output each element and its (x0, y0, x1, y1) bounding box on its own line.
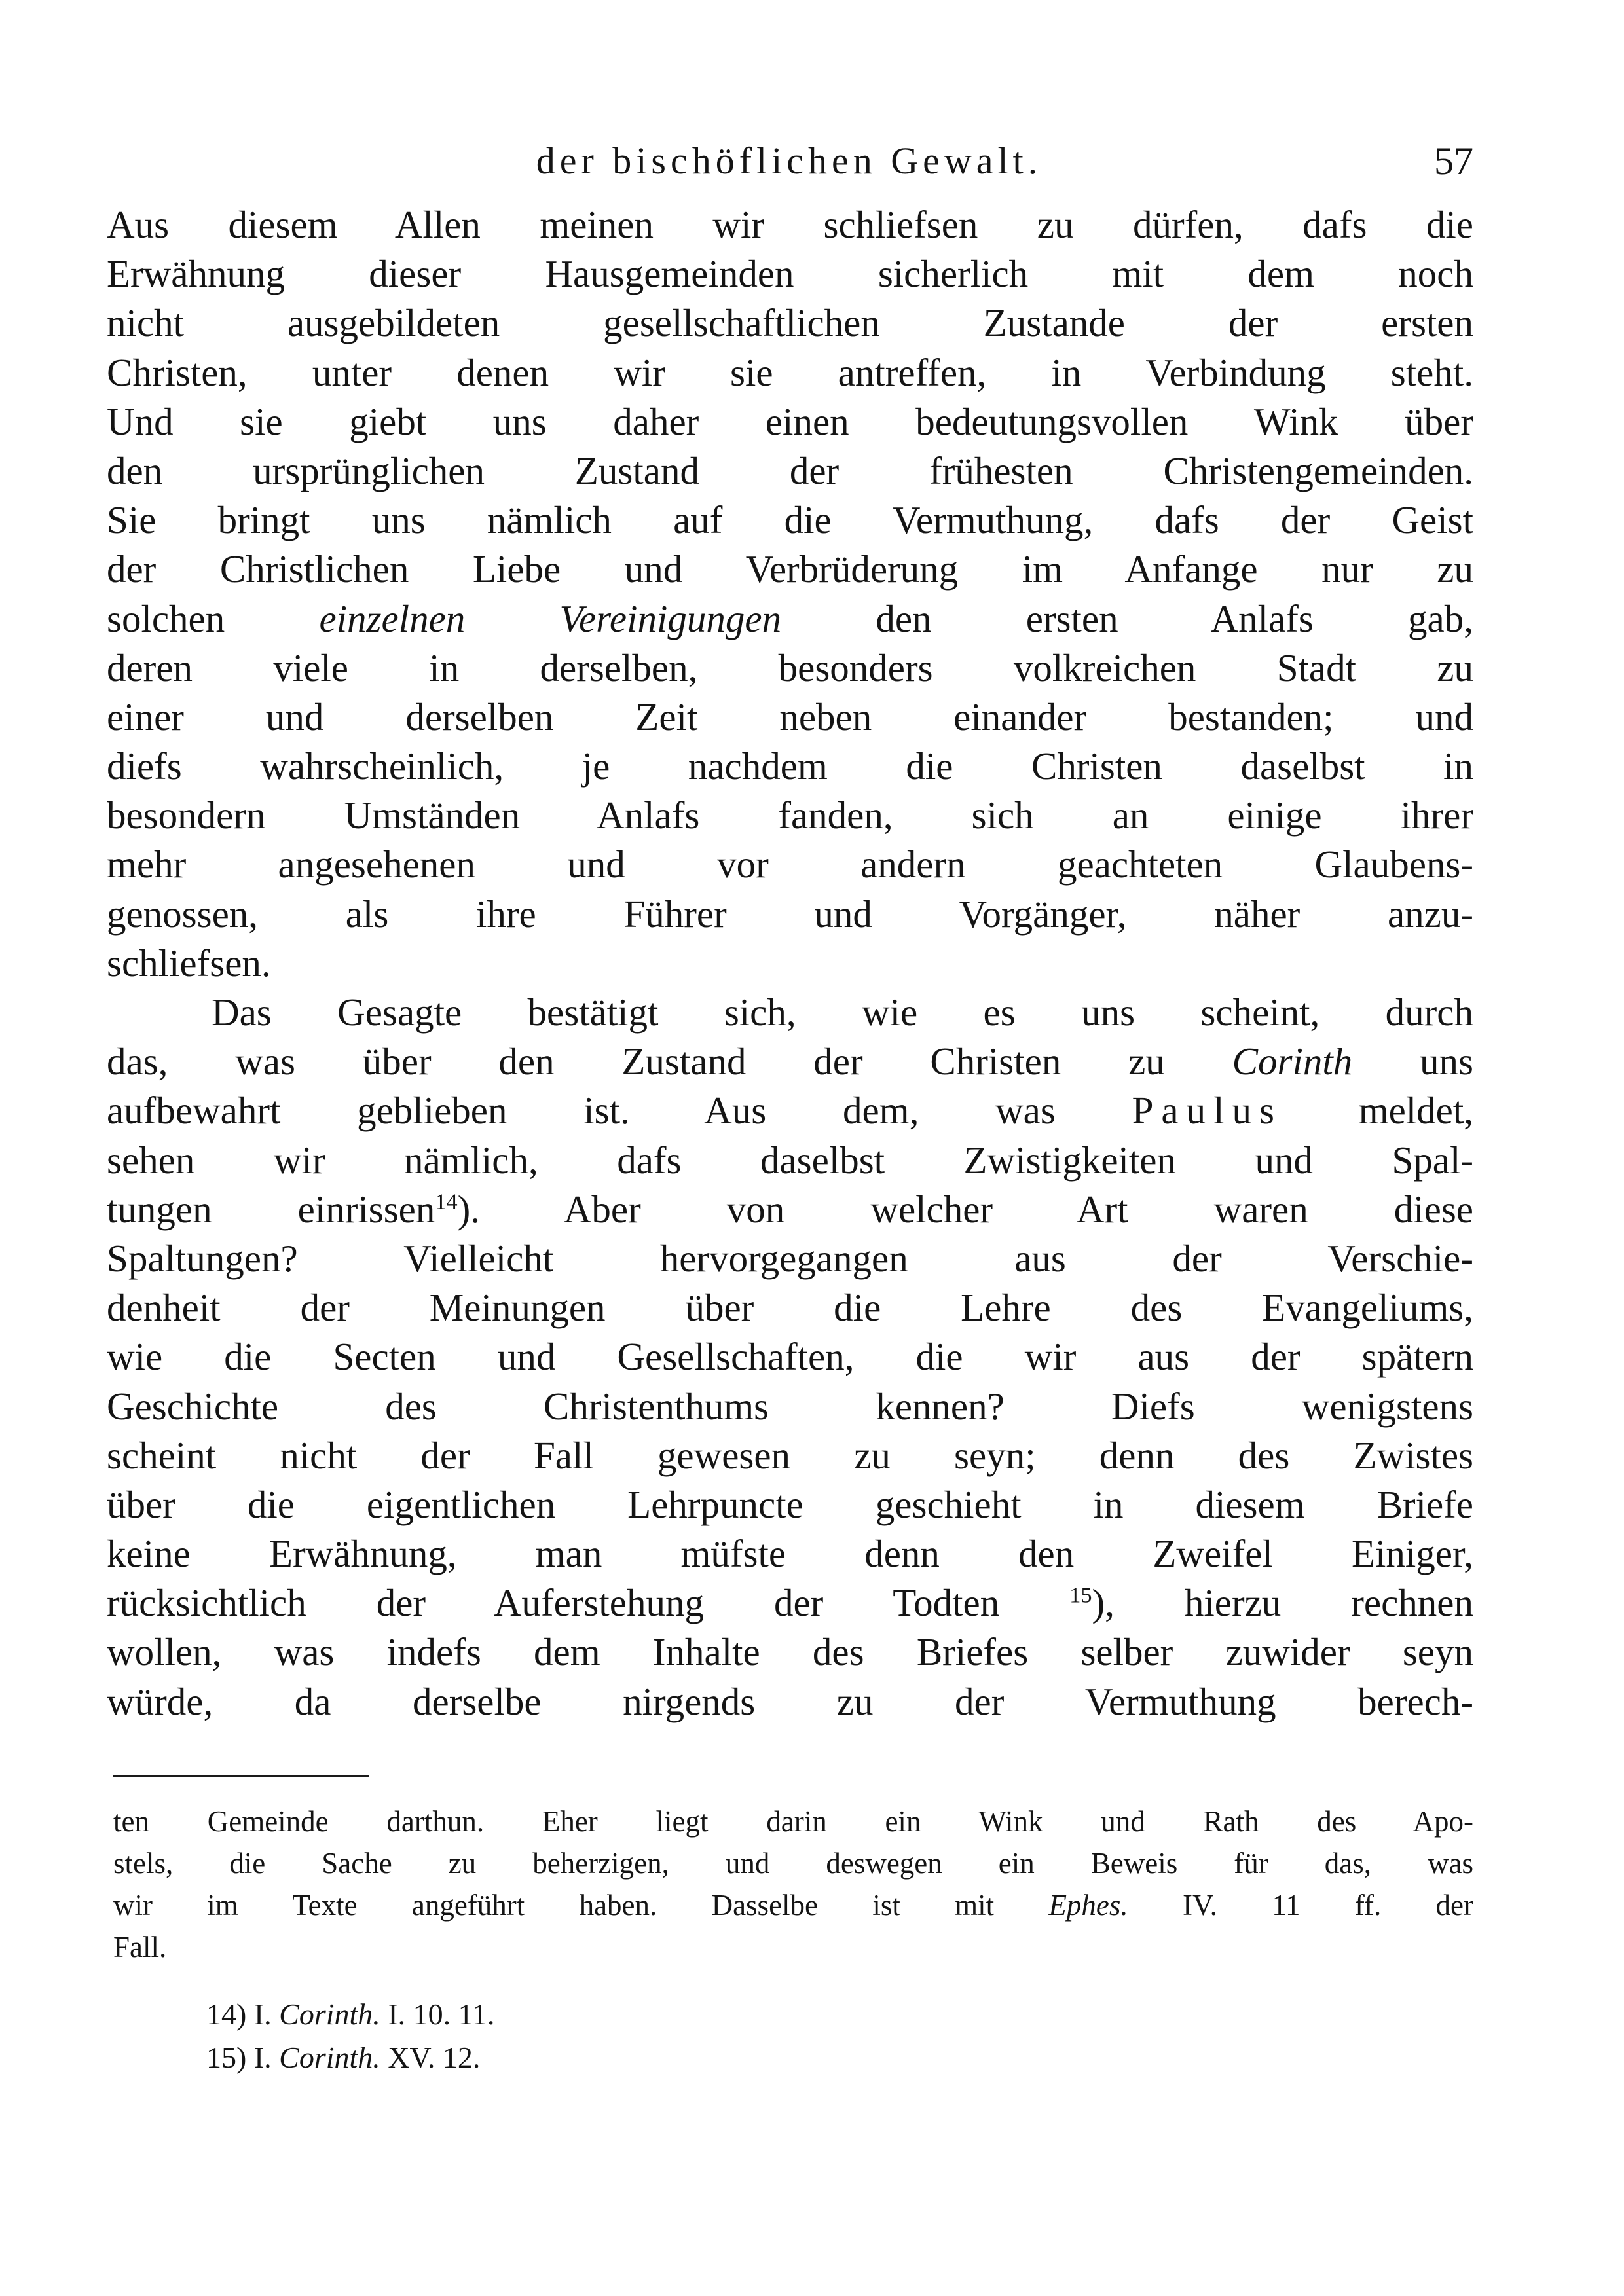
text-line: mehr angesehenen und vor andern geachteten Glaubens- (107, 843, 1473, 886)
footnotes (113, 1800, 1473, 2079)
running-head: der bischöflichen Gewalt. (536, 139, 1043, 182)
text-line: Geschichte des Christenthums kennen? Diefs wenigstens (107, 1384, 1473, 1428)
text-span: uns (1420, 1040, 1474, 1084)
text-line: wie die Secten und Gesellschaften, die wir aus der spätern (107, 1335, 1473, 1379)
footnote-ref: 14 (435, 1190, 458, 1214)
note-line: ten Gemeinde darthun. Eher liegt darin ein Wink und Rath des Apo- (113, 1805, 1473, 1838)
text-line: Spaltungen? Vielleicht hervorgegangen aus der Verschie- (107, 1236, 1473, 1280)
text-line (107, 1037, 1473, 1086)
text-span: I. 10. 11. (388, 1997, 495, 2031)
footnote-ref: 15 (1069, 1583, 1092, 1608)
footnote-14 (113, 1993, 1473, 2036)
text-line: über die eigentlichen Lehrpuncte geschieht in diesem Briefe (107, 1482, 1473, 1526)
text-line: denheit der Meinungen über die Lehre des Evangeliums, (107, 1286, 1473, 1330)
text-line: schliefsen. (107, 941, 271, 985)
main-text (107, 200, 1473, 1726)
text-line (107, 594, 1473, 644)
note-line: stels, die Sache zu beherzigen, und deswegen ein Beweis für das, was (113, 1847, 1473, 1880)
text-span: aufbewahrt geblieben ist. Aus dem, was (107, 1089, 1056, 1133)
page-header (105, 128, 1473, 194)
spacer (113, 1968, 1473, 1993)
text-line: Das Gesagte bestätigt sich, wie es uns scheint, durch (212, 991, 1473, 1034)
text-span: rücksichtlich der Auferstehung der Todten (107, 1581, 1000, 1625)
text-line: scheint nicht der Fall gewesen zu seyn; denn des Zwistes (107, 1433, 1473, 1477)
text-line: deren viele in derselben, besonders volkreichen Stadt zu (107, 646, 1473, 689)
text-line: diefs wahrscheinlich, je nachdem die Christen daselbst in (107, 744, 1473, 788)
page-number: 57 (1434, 139, 1473, 183)
footnote-number: 15) (206, 2041, 247, 2074)
italic-phrase: einzelnen Vereinigungen (319, 596, 782, 640)
text-line: Aus diesem Allen meinen wir schliefsen zu dürfen, dafs die (107, 203, 1473, 246)
text-line: würde, da derselbe nirgends zu der Vermuthung berech- (107, 1679, 1473, 1723)
footnote-number: 14) (206, 1997, 247, 2031)
text-span: ), hierzu rechnen (1092, 1581, 1473, 1625)
footnote-separator (113, 1775, 369, 1777)
spaced-name: Paulus (1132, 1089, 1282, 1133)
text-line (107, 1578, 1473, 1628)
note-line: Fall. (113, 1931, 167, 1963)
italic-reference: Corinth. (279, 1997, 380, 2031)
italic-place-name: Corinth (1232, 1040, 1353, 1084)
text-span: ). Aber von welcher Art waren diese (457, 1187, 1473, 1231)
text-line (107, 1086, 1473, 1135)
text-line: keine Erwähnung, man müfste denn den Zweifel Einiger, (107, 1532, 1473, 1576)
text-span: I. (253, 1997, 272, 2031)
text-line: Erwähnung dieser Hausgemeinden sicherlich mit dem noch (107, 252, 1473, 296)
note-line (113, 1884, 1473, 1926)
text-span: I. (253, 2041, 272, 2074)
text-span: meldet, (1358, 1089, 1474, 1133)
italic-reference: Ephes. (1048, 1889, 1128, 1922)
text-span: XV. 12. (388, 2041, 481, 2074)
text-span: IV. 11 ff. der (1182, 1889, 1473, 1922)
text-span: tungen einrissen (107, 1187, 435, 1231)
text-line: nicht ausgebildeten gesellschaftlichen Zustande der ersten (107, 301, 1473, 345)
text-line: sehen wir nämlich, dafs daselbst Zwistigkeiten und Spal- (107, 1138, 1473, 1182)
text-span: das, was über den Zustand der Christen zu (107, 1040, 1165, 1084)
text-span: solchen (107, 596, 225, 640)
text-line (107, 1185, 1473, 1234)
text-line: einer und derselben Zeit neben einander bestanden; und (107, 695, 1473, 738)
text-span: wir im Texte angeführt haben. Dasselbe ist mit (113, 1889, 995, 1922)
text-line: Und sie giebt uns daher einen bedeutungsvollen Wink über (107, 399, 1473, 443)
text-line: besondern Umständen Anlafs fanden, sich an einige ihrer (107, 793, 1473, 837)
italic-reference: Corinth. (279, 2041, 380, 2074)
text-line: den ursprünglichen Zustand der frühesten Christengemeinden. (107, 448, 1473, 492)
text-span: den ersten Anlafs gab, (876, 596, 1473, 640)
footnote-15 (113, 2036, 1473, 2079)
text-line: wollen, was indefs dem Inhalte des Briefes selber zuwider seyn (107, 1630, 1473, 1674)
text-line: Christen, unter denen wir sie antreffen, in Verbindung steht. (107, 350, 1473, 394)
text-line: Sie bringt uns nämlich auf die Vermuthung, dafs der Geist (107, 498, 1473, 542)
text-line: genossen, als ihre Führer und Vorgänger, näher anzu- (107, 892, 1473, 936)
text-line: der Christlichen Liebe und Verbrüderung im Anfange nur zu (107, 547, 1473, 591)
